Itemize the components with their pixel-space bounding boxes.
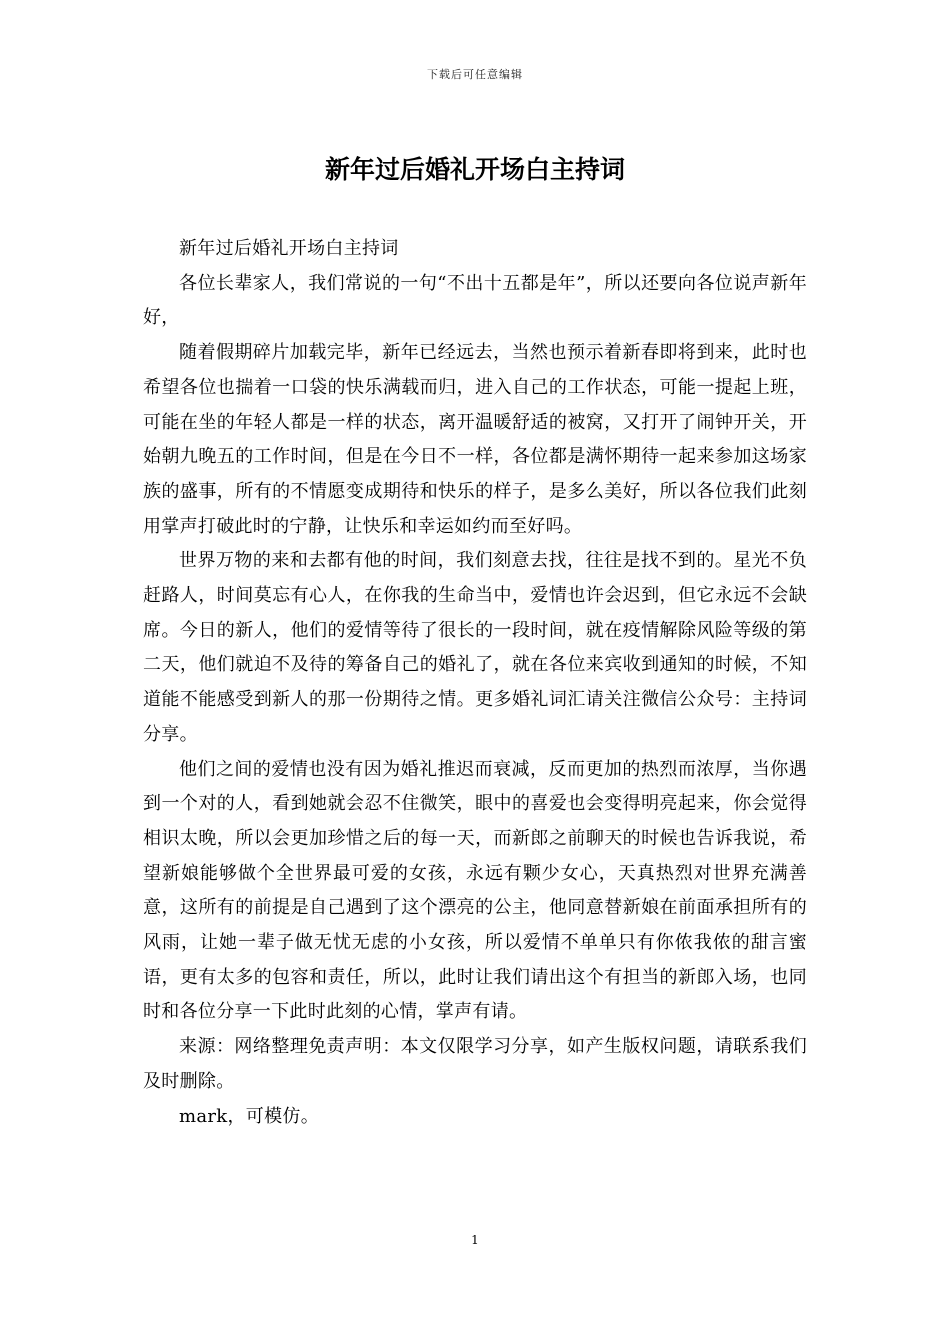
paragraph-new-year: 随着假期碎片加载完毕，新年已经远去，当然也预示着新春即将到来，此时也希望各位也揣着一口袋的快乐满载而归，进入自己的工作状态，可能一提起上班，可能在坐的年轻人都是一样的状态，离开温暖舒适的被窝，又打开了闹钟开关，开始朝九晚五的工作时间，但是在今日不一样，各位都是满怀期待一起来参加这场家族的盛事，所有的不情愿变成期待和快乐的样子，是多么美好，所以各位我们此刻用掌声打破此时的宁静，让快乐和幸运如约而至好吗。 bbox=[143, 342, 807, 537]
paragraph-love: 他们之间的爱情也没有因为婚礼推迟而衰减，反而更加的热烈而浓厚，当你遇到一个对的人，看到她就会忍不住微笑，眼中的喜爱也会变得明亮起来，你会觉得相识太晚，所以会更加珍惜之后的每一天，而新郎之前聊天的时候也告诉我说，希望新娘能够做个全世界最可爱的女孩，永远有颗少女心，天真热烈对世界充满善意，这所有的前提是自己遇到了这个漂亮的公主，他同意替新娘在前面承担所有的风雨，让她一辈子做无忧无虑的小女孩，所以爱情不单单只有你侬我侬的甜言蜜语，更有太多的包容和责任，所以，此时让我们请出这个有担当的新郎入场，也同时和各位分享一下此时此刻的心情，掌声有请。 bbox=[143, 758, 807, 1023]
paragraph-mark: mark，可模仿。 bbox=[179, 1105, 320, 1127]
paragraph-greeting: 各位长辈家人，我们常说的一句“不出十五都是年”，所以还要向各位说声新年好， bbox=[143, 272, 807, 329]
paragraph-time: 世界万物的来和去都有他的时间，我们刻意去找，往往是找不到的。星光不负赶路人，时间莫忘有心人，在你我的生命当中，爱情也许会迟到，但它永远不会缺席。今日的新人，他们的爱情等待了很长的一段时间，就在疫情解除风险等级的第二天，他们就迫不及待的筹备自己的婚礼了，就在各位来宾收到通知的时候，不知道能不能感受到新人的那一份期待之情。更多婚礼词汇请关注微信公众号：主持词分享。 bbox=[143, 550, 807, 745]
document-body bbox=[143, 232, 807, 1134]
paragraph-subtitle: 新年过后婚礼开场白主持词 bbox=[179, 238, 399, 259]
paragraph-source-disclaimer: 来源：网络整理免责声明：本文仅限学习分享，如产生版权问题，请联系我们及时删除。 bbox=[143, 1036, 807, 1092]
page-number: 1 bbox=[471, 1233, 479, 1247]
document-title: 新年过后婚礼开场白主持词 bbox=[324, 155, 625, 184]
header-note: 下载后可任意编辑 bbox=[427, 68, 523, 81]
